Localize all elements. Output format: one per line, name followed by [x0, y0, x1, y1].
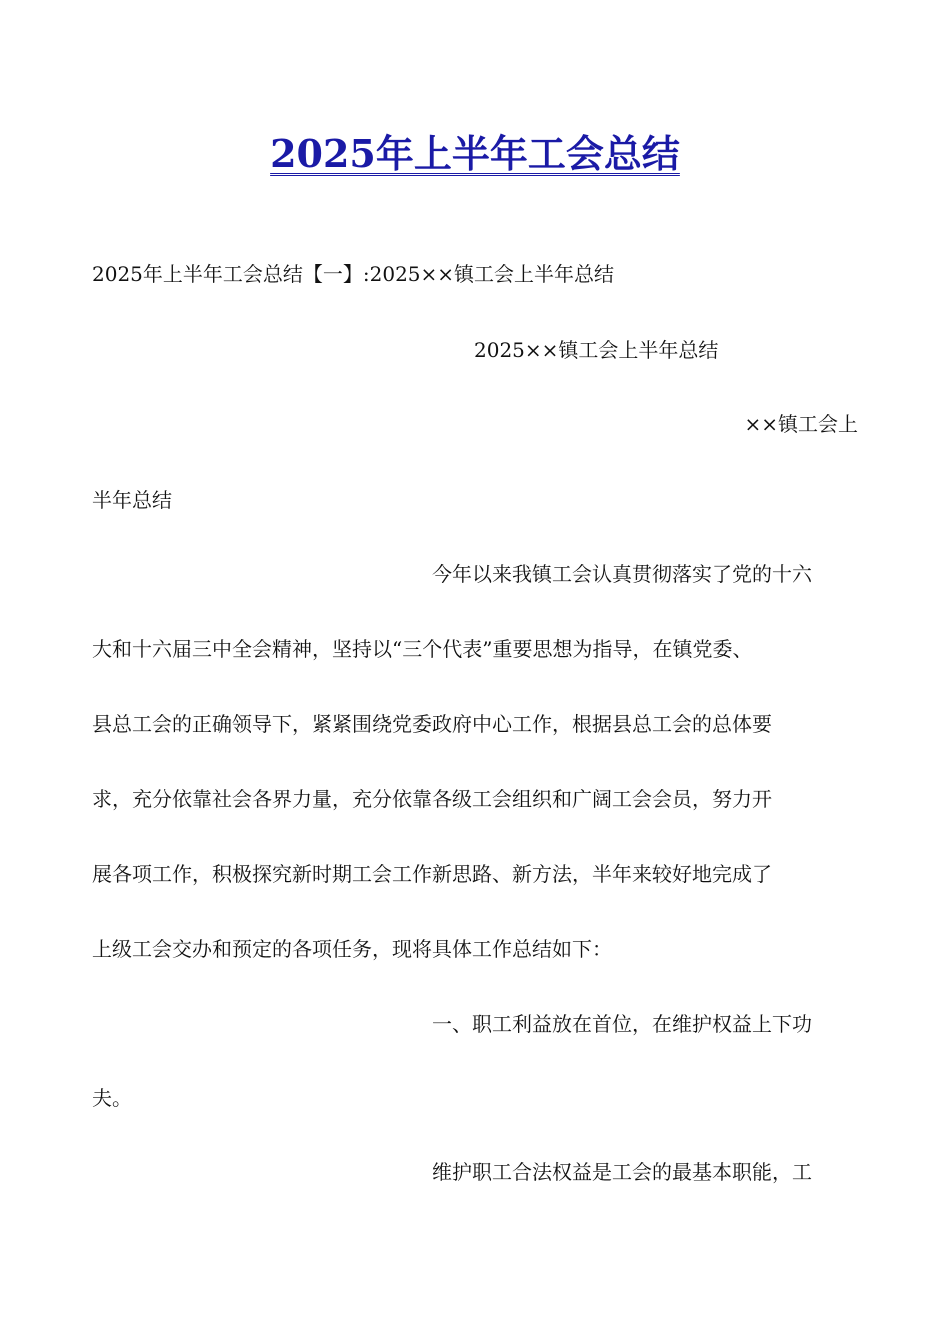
- heading-1-line-2: 夫。: [92, 1086, 132, 1110]
- heading-1-line-1: 一、职工利益放在首位，在维护权益上下功: [432, 1012, 812, 1036]
- section-heading: 2025年上半年工会总结【一】:2025××镇工会上半年总结: [92, 262, 615, 286]
- body-line-2: 大和十六届三中全会精神，坚持以“三个代表”重要思想为指导，在镇党委、: [92, 637, 753, 661]
- document-title-text: 2025年上半年工会总结: [270, 131, 680, 176]
- body-line-6: 上级工会交办和预定的各项任务，现将具体工作总结如下：: [92, 937, 612, 961]
- paragraph-2-line-1: 维护职工合法权益是工会的最基本职能，工: [432, 1160, 812, 1184]
- body-line-3: 县总工会的正确领导下，紧紧围绕党委政府中心工作，根据县总工会的总体要: [92, 712, 772, 736]
- author-line-1: ××镇工会上: [744, 412, 858, 436]
- body-line-5: 展各项工作，积极探究新时期工会工作新思路、新方法，半年来较好地完成了: [92, 862, 772, 886]
- author-line-2: 半年总结: [92, 488, 172, 512]
- document-subtitle: 2025××镇工会上半年总结: [474, 338, 719, 362]
- body-line-4: 求，充分依靠社会各界力量，充分依靠各级工会组织和广阔工会会员，努力开: [92, 787, 772, 811]
- body-line-1: 今年以来我镇工会认真贯彻落实了党的十六: [432, 562, 812, 586]
- document-title: [0, 128, 950, 180]
